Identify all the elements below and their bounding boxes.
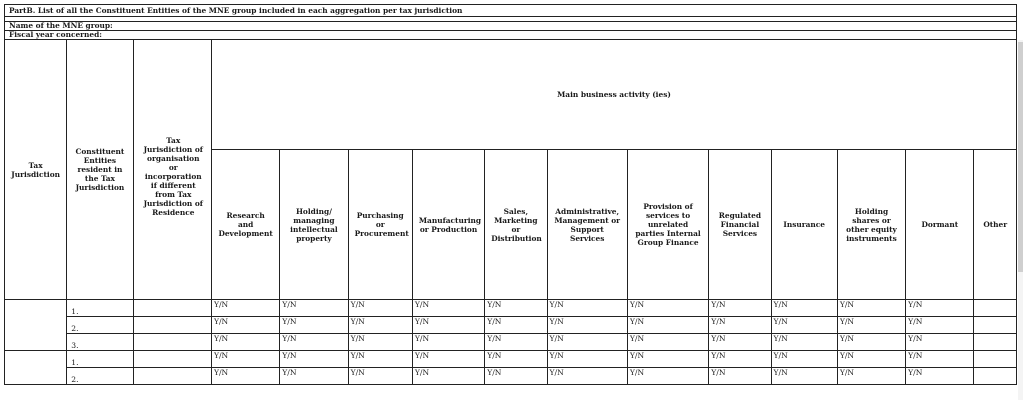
jurisdiction-of-organisation-cell[interactable] [133,300,211,317]
activity-yn-cell[interactable]: Y/N [348,368,412,385]
activity-header: Insurance [771,150,837,300]
form-sheet [4,4,1017,402]
activity-header: Research and Development [211,150,279,300]
activity-yn-cell[interactable]: Y/N [280,317,348,334]
activity-yn-cell[interactable]: Y/N [211,368,279,385]
entity-number-cell[interactable]: 3. [67,334,133,351]
activity-yn-cell[interactable]: Y/N [348,317,412,334]
activity-yn-cell[interactable]: Y/N [348,351,412,368]
jurisdiction-of-organisation-cell[interactable] [133,368,211,385]
activity-yn-cell[interactable]: Y/N [485,300,547,317]
activity-header: Holding/ managing intellectual property [280,150,348,300]
scrollbar-thumb[interactable] [1018,42,1023,272]
activity-yn-cell[interactable]: Y/N [709,317,771,334]
tax-jurisdiction-cell[interactable] [5,300,67,351]
activity-yn-cell[interactable]: Y/N [627,351,708,368]
activity-yn-cell[interactable]: Y/N [627,300,708,317]
activity-yn-cell[interactable]: Y/N [837,368,905,385]
activity-yn-cell[interactable]: Y/N [906,334,974,351]
entity-number-cell[interactable]: 1. [67,300,133,317]
activity-yn-cell[interactable]: Y/N [906,317,974,334]
activity-header: Sales, Marketing or Distribution [485,150,547,300]
col-header-tax-jurisdiction: Tax Jurisdiction [5,40,67,300]
activity-yn-cell[interactable]: Y/N [627,317,708,334]
table-row [5,334,1017,351]
col-header-main-business-activity: Main business activity (ies) [211,40,1016,150]
entity-number-cell[interactable]: 2. [67,368,133,385]
activity-yn-cell[interactable]: Y/N [412,334,484,351]
activity-yn-cell[interactable]: Y/N [348,300,412,317]
activity-yn-cell[interactable]: Y/N [627,334,708,351]
activity-yn-cell[interactable]: Y/N [547,317,627,334]
activity-yn-cell[interactable] [974,368,1017,385]
activity-yn-cell[interactable]: Y/N [412,368,484,385]
jurisdiction-of-organisation-cell[interactable] [133,351,211,368]
activity-yn-cell[interactable]: Y/N [771,334,837,351]
activity-yn-cell[interactable]: Y/N [280,334,348,351]
activity-yn-cell[interactable]: Y/N [485,317,547,334]
activity-yn-cell[interactable]: Y/N [547,351,627,368]
activity-yn-cell[interactable]: Y/N [412,317,484,334]
activity-yn-cell[interactable]: Y/N [280,351,348,368]
activity-yn-cell[interactable]: Y/N [771,300,837,317]
activity-header: Provision of services to unrelated parties Internal Group Finance [627,150,708,300]
activity-header: Holding shares or other equity instruments [837,150,905,300]
activity-yn-cell[interactable]: Y/N [709,334,771,351]
activity-yn-cell[interactable]: Y/N [837,351,905,368]
activity-yn-cell[interactable]: Y/N [280,300,348,317]
activity-yn-cell[interactable] [974,300,1017,317]
activity-yn-cell[interactable]: Y/N [771,368,837,385]
activity-yn-cell[interactable]: Y/N [280,368,348,385]
activity-yn-cell[interactable]: Y/N [412,351,484,368]
activity-yn-cell[interactable]: Y/N [547,368,627,385]
entity-number-cell[interactable]: 1. [67,351,133,368]
activity-yn-cell[interactable]: Y/N [709,368,771,385]
table-row [5,368,1017,385]
activity-yn-cell[interactable]: Y/N [906,368,974,385]
activity-yn-cell[interactable]: Y/N [211,351,279,368]
fiscal-year-field[interactable]: Fiscal year concerned: [5,31,1017,40]
activity-yn-cell[interactable]: Y/N [547,334,627,351]
activity-yn-cell[interactable]: Y/N [837,334,905,351]
activity-yn-cell[interactable]: Y/N [771,317,837,334]
activity-yn-cell[interactable]: Y/N [906,351,974,368]
activity-yn-cell[interactable]: Y/N [837,317,905,334]
mne-group-name-field[interactable]: Name of the MNE group: [5,22,1017,31]
activity-yn-cell[interactable]: Y/N [771,351,837,368]
constituent-entities-table [4,4,1017,385]
tax-jurisdiction-cell[interactable] [5,351,67,385]
activity-yn-cell[interactable]: Y/N [211,300,279,317]
activity-header: Regulated Financial Services [709,150,771,300]
activity-yn-cell[interactable]: Y/N [485,334,547,351]
entity-number-cell[interactable]: 2. [67,317,133,334]
activity-header: Manufacturing or Production [412,150,484,300]
activity-yn-cell[interactable]: Y/N [709,300,771,317]
col-header-constituent-entities: Constituent Entities resident in the Tax Jurisdiction [67,40,133,300]
activity-header: Other [974,150,1017,300]
activity-yn-cell[interactable]: Y/N [837,300,905,317]
activity-yn-cell[interactable]: Y/N [211,317,279,334]
table-row [5,351,1017,368]
jurisdiction-of-organisation-cell[interactable] [133,334,211,351]
activity-yn-cell[interactable]: Y/N [412,300,484,317]
jurisdiction-of-organisation-cell[interactable] [133,317,211,334]
activity-yn-cell[interactable]: Y/N [348,334,412,351]
table-row [5,317,1017,334]
form-title: PartB. List of all the Constituent Entities of the MNE group included in each aggregation per tax jurisdiction [5,5,1017,17]
col-header-jurisdiction-of-organisation: Tax Jurisdiction of organisation or incorporation if different from Tax Jurisdiction of Residence [133,40,211,300]
activity-header: Purchasing or Procurement [348,150,412,300]
activity-yn-cell[interactable]: Y/N [211,334,279,351]
activity-yn-cell[interactable] [974,351,1017,368]
activity-yn-cell[interactable]: Y/N [906,300,974,317]
activity-yn-cell[interactable]: Y/N [485,368,547,385]
activity-yn-cell[interactable]: Y/N [547,300,627,317]
activity-yn-cell[interactable] [974,317,1017,334]
activity-header: Dormant [906,150,974,300]
table-row [5,300,1017,317]
activity-yn-cell[interactable]: Y/N [709,351,771,368]
activity-yn-cell[interactable]: Y/N [627,368,708,385]
activity-yn-cell[interactable] [974,334,1017,351]
activity-header: Administrative, Management or Support Services [547,150,627,300]
activity-yn-cell[interactable]: Y/N [485,351,547,368]
